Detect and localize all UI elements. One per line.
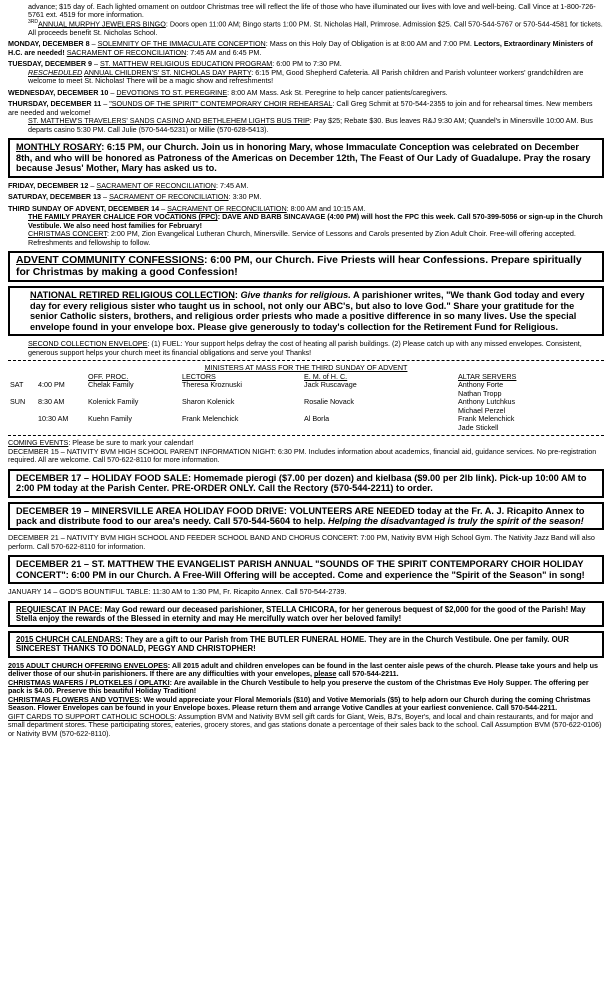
dec15-paragraph: DECEMBER 15 – NATIVITY BVM HIGH SCHOOL PARENT INFORMATION NIGHT: 6:30 PM. Includes information about academics, financial aid, guidance services. No pre-registration required. All are welcome. Call 570-622-8110 for more information.	[8, 446, 597, 465]
envelopes-paragraph: 2015 ADULT CHURCH OFFERING ENVELOPES: All 2015 adult and children envelopes can be found in the last center aisle pews of the church. Please take yours and help us deliver those of our shut-in parishioners. If there are any difficulties with your envelopes, please call 570-544-2211.	[8, 660, 599, 679]
min-cell: Jack Ruscavage	[304, 380, 357, 390]
bingo-ordinal: 3RD	[28, 18, 39, 25]
min-cell: Frank Melenchick	[458, 414, 515, 424]
dec13-paragraph: SATURDAY, DECEMBER 13 – SACRAMENT OF RECONCILIATION: 3:30 PM.	[8, 192, 262, 202]
min-cell	[8, 424, 36, 432]
min-header: E. M. of H. C.	[304, 371, 348, 381]
ministers-title: MINISTERS AT MASS FOR THE THIRD SUNDAY OF ADVENT	[204, 363, 408, 373]
min-cell: SUN	[10, 397, 26, 407]
dec14-paragraph: THIRD SUNDAY OF ADVENT, DECEMBER 14 – SACRAMENT OF RECONCILIATION: 8:00 AM and 10:15 AM.	[8, 203, 366, 213]
intro-paragraph: advance; $15 day of. Each lighted ornament on outdoor Christmas tree will reflect the life of those who have illuminated our lives with love and well-being. Call Vince at 1-800-726-5761 ext. 4519 for more information.	[28, 2, 596, 20]
min-cell	[8, 407, 36, 415]
dec12-paragraph: FRIDAY, DECEMBER 12 – SACRAMENT OF RECONCILIATION: 7:45 AM.	[8, 180, 249, 190]
min-header: OFF. PROC.	[88, 371, 129, 381]
min-cell: 10:30 AM	[38, 414, 69, 424]
min-header: ALTAR SERVERS	[458, 371, 517, 381]
retired-religious-box: NATIONAL RETIRED RELIGIOUS COLLECTION: Give thanks for religious. A parishioner writes, "We thank God today and every day for every religious sister who taught us in school, not only our ABC's, but also to love God." Share your gratitude for the senior Catholic sisters, brothers, and religious order priests who made a positive difference in so many lives. Use the special envelope found in your envelope box. Please give generously to today's collection for the Retirement Fund for Religious.	[8, 286, 604, 336]
min-cell	[180, 424, 302, 432]
min-cell	[8, 415, 36, 423]
min-cell: Kolenick Family	[88, 397, 139, 407]
bulletin-page	[8, 0, 604, 738]
min-cell: Theresa Kroznuski	[182, 380, 242, 390]
min-cell: Anthony Forte	[458, 380, 504, 390]
min-cell: 4:00 PM	[38, 380, 65, 390]
dec9-paragraph: TUESDAY, DECEMBER 9 – ST. MATTHEW RELIGIOUS EDUCATION PROGRAM: 6:00 PM to 7:30 PM.	[8, 59, 342, 69]
second-collection: SECOND COLLECTION ENVELOPE: (1) FUEL: Your support helps defray the cost of heating all parish buildings. (2) Please catch up with any missed envelopes. Consistent, generous support helps your church meet its financial obligations and serve you! Thanks!	[28, 339, 582, 357]
advent-confessions-box: ADVENT COMMUNITY CONFESSIONS: 6:00 PM, our Church. Five Priests will hear Confessions. Prepare spiritually for Christmas by making a good Confession!	[8, 251, 604, 282]
min-cell: Rosalie Novack	[304, 397, 354, 407]
min-cell: 8:30 AM	[38, 397, 65, 407]
dec10-paragraph: WEDNESDAY, DECEMBER 10 – DEVOTIONS TO ST. PEREGRINE: 8:00 AM Mass. Ask St. Peregrine to help cancer patients/caregivers.	[8, 87, 448, 97]
gift-cards-paragraph: GIFT CARDS TO SUPPORT CATHOLIC SCHOOLS: Assumption BVM and Nativity BVM sell gift cards for Giant, Weis, BJ's, Boyer's, and local and chain restaurants, and for major and small department stores. These participating stores, eateries, grocery stores, and gas stations donate a percentage of their sales back to the school. Call Assumption BVM (570-622-0106) or Nativity BVM (570-622-8110).	[8, 711, 602, 738]
min-cell: Kuehn Family	[88, 414, 132, 424]
ministers-table	[8, 373, 604, 432]
min-cell: Frank Melenchick	[182, 414, 239, 424]
wafers-paragraph: CHRISTMAS WAFERS / PLOTKELES / OPLATKI: Are available in the Church Vestibule to help you preserve the custom of the Christmas Eve Holy Supper. The offering per pack is $4.00. Preserve this beautiful Holiday Tradition!	[8, 677, 589, 696]
st-nicholas-party: RESCHEDULED ANNUAL CHILDREN'S' ST. NICHOLAS DAY PARTY: 6:15 PM, Good Shepherd Cafeteria. All Parish children and Parish volunteer workers' grandchildren are welcome to meet St. Nicholas! There will be a magic show and refreshments!	[28, 67, 584, 86]
min-cell: Jade Stickell	[458, 422, 499, 432]
flowers-paragraph: CHRISTMAS FLOWERS AND VOTIVES: We would appreciate your Floral Memorials ($10) and Votive Memorials ($5) to help adorn our Church during the coming Christmas Season. Flower Envelopes can be found in your Envelope boxes. Please return them and arrange Votive Candles at your earliest convenience. Call 570-544-2211.	[8, 694, 591, 713]
dec11-paragraph: THURSDAY, DECEMBER 11 – "SOUNDS OF THE SPIRIT" CONTEMPORARY CHOIR REHEARSAL: Call Greg Schmit at 570-544-2355 to join and for rehearsal times. New members are needed and welcome!	[8, 99, 593, 117]
fpc-paragraph: THE FAMILY PRAYER CHALICE FOR VOCATIONS (FPC): DAVE AND BARB SINCAVAGE (4:00 PM) will host the FPC this week. Call 570-399-5056 or sign-up in the Church Vestibule. We also need host families for February!	[28, 212, 603, 230]
requiescat-box: REQUIESCAT IN PACE: May God reward our deceased parishioner, STELLA CHICORA, for her generous bequest of $2,000 for the good of the Parish! May Stella enjoy the rewards of the Blessed in eternity and may He mercifully watch over her beloved family!	[8, 601, 604, 627]
min-cell	[36, 424, 86, 432]
food-drive-box: DECEMBER 19 – MINERSVILLE AREA HOLIDAY FOOD DRIVE: VOLUNTEERS ARE NEEDED today at the Fr. A. J. Ricapito Annex to pack and distribute food to our area's needy. Call 570-544-5604 to help. Helping the disadvantaged is truly the spirit of the season!	[8, 502, 604, 531]
min-cell: Chelak Family	[88, 380, 134, 390]
min-cell: Anthony Lutchkus	[458, 397, 516, 407]
monthly-rosary-box: MONTHLY ROSARY: 6:15 PM, our Church. Join us in honoring Mary, whose Immaculate Conception was celebrated on December 8th, and who will be honored as Patroness of the Americas on December 12th, The Feast of Our Lady of Guadalupe. Pray the rosary because Jesus' Mother, Mary has asked us to.	[8, 138, 604, 177]
concert-paragraph: CHRISTMAS CONCERT: 2:00 PM, Zion Evangelical Lutheran Church, Minersville. Service of Lessons and Carols presented by Zion Adult Choir. Free-will offering accepted. Refreshments and fellowship to follow.	[28, 229, 576, 247]
min-cell: SAT	[10, 380, 24, 390]
bingo-title: ANNUAL MURPHY JEWELERS BINGO	[38, 19, 166, 29]
min-cell: Michael Perzel	[458, 405, 506, 415]
sounds-concert-box: DECEMBER 21 – ST. MATTHEW THE EVANGELIST PARISH ANNUAL "SOUNDS OF THE SPIRIT CONTEMPORARY CHOIR HOLIDAY CONCERT": 6:00 PM in our Church. A Free-Will Offering will be accepted. Come and experience the "Spirit of the Season" in song!	[8, 555, 604, 584]
min-cell	[302, 424, 456, 432]
divider	[8, 360, 604, 361]
bingo-paragraph: $^{3RD}$ANNUAL MURPHY JEWELERS BINGO: Doors open 11:00 AM; Bingo starts 1:00 PM. St. Nicholas Hall, Primrose. Admission $25. Call 570-544-5767 or 570-544-4581 for tickets. All proceeds benefit St. Nicholas School.	[28, 18, 603, 37]
dec8-paragraph: MONDAY, DECEMBER 8 – SOLEMNITY OF THE IMMACULATE CONCEPTION: Mass on this Holy Day of Obligation is at 8:00 AM and 7:00 PM. Lectors, Extraordinary Ministers of H.C. are needed! SACRAMENT OF RECONCILIATION: 7:45 AM and 6:45 PM.	[8, 39, 593, 57]
jan14-paragraph: JANUARY 14 – GOD'S BOUNTIFUL TABLE: 11:30 AM to 1:30 PM, Fr. Ricapito Annex. Call 570-544-2739.	[8, 587, 347, 597]
food-sale-box: DECEMBER 17 – HOLIDAY FOOD SALE: Homemade pierogi ($7.00 per dozen) and kielbasa ($9.00 per 2lb link). Pick-up 10:00 AM to 2:00 PM today at the Parish Center. PRE-ORDER ONLY. Call the Rectory (570-544-2211) to order.	[8, 469, 604, 498]
min-cell: Al Borla	[304, 414, 330, 424]
coming-events: COMING EVENTS: Please be sure to mark your calendar!	[8, 438, 194, 448]
dec21-band-paragraph: DECEMBER 21 – NATIVITY BVM HIGH SCHOOL AND FEEDER SCHOOL BAND AND CHORUS CONCERT: 7:00 PM, Nativity BVM High School Gym. The Nativity Jazz Band will also perform. Call 570-622-8110 for information.	[8, 533, 595, 551]
min-cell	[86, 424, 180, 432]
calendars-box: 2015 CHURCH CALENDARS: They are a gift to our Parish from THE BUTLER FUNERAL HOME. They are in the Church Vestibule. One per family. OUR SINCEREST THANKS TO DONALD, PEGGY AND CHRISTOPHER!	[8, 631, 604, 657]
divider	[8, 435, 604, 436]
min-cell: Nathan Tropp	[458, 388, 502, 398]
min-cell: Sharon Kolenick	[182, 397, 235, 407]
bus-trip: ST. MATTHEW'S TRAVELERS' SANDS CASINO AND BETHLEHEM LIGHTS BUS TRIP: Pay $25; Rebate $30. Bus leaves R&J 9:30 AM; Quandel's in Minersville 10:00 AM. Bus departs casino 5:30 PM. Call Julie (570-544-5231) or Millie (570-628-5413).	[28, 116, 593, 134]
min-header: LECTORS	[182, 371, 216, 381]
